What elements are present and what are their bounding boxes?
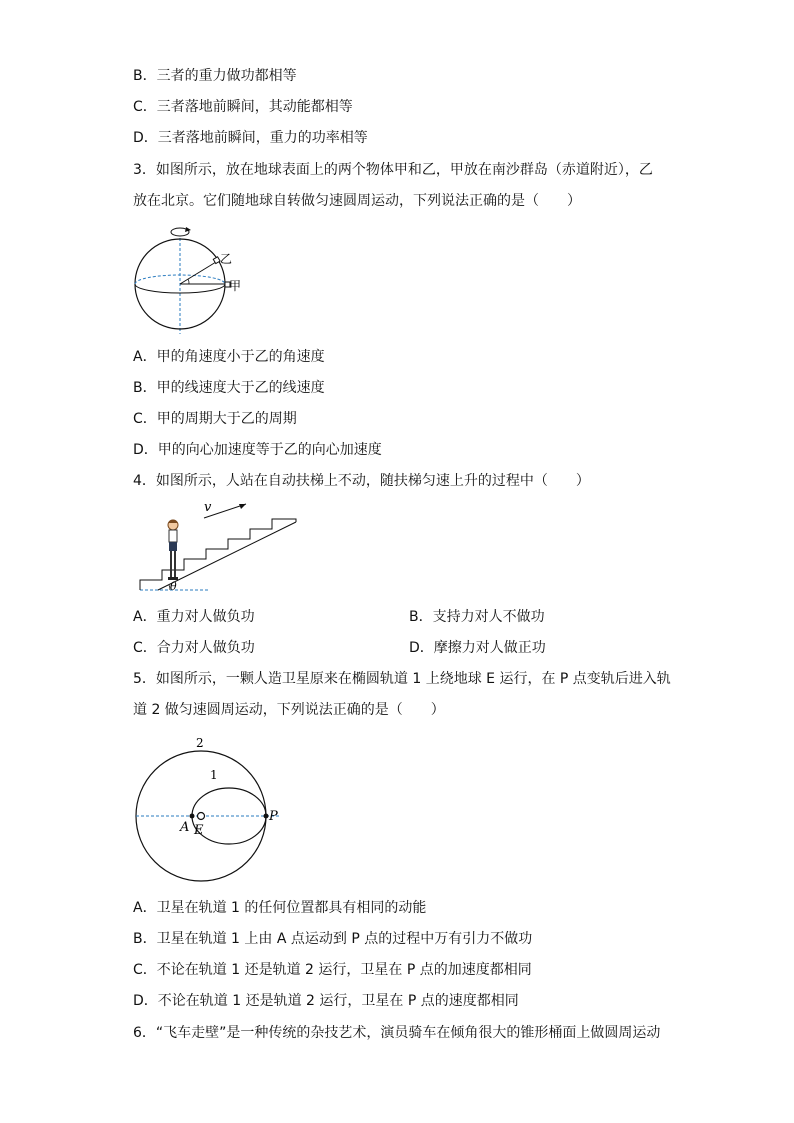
point-a	[190, 814, 195, 819]
q2-option-c: C．三者落地前瞬间，其动能都相等	[133, 99, 353, 115]
q4-option-a: A．重力对人做负功	[133, 609, 255, 625]
q3-stem-line2: 放在北京。它们随地球自转做匀速圆周运动，下列说法正确的是（ ）	[133, 193, 581, 209]
label-jia: 甲	[229, 279, 242, 293]
q5-option-c: C．不论在轨道 1 还是轨道 2 运行，卫星在 P 点的加速度都相同	[133, 962, 532, 978]
label-orbit-1: 1	[210, 768, 218, 782]
label-yi: 乙	[220, 252, 233, 266]
earth-e	[198, 813, 205, 820]
q4-option-b: B．支持力对人不做功	[409, 609, 545, 625]
label-e: E	[194, 823, 204, 838]
label-v: v	[204, 500, 212, 515]
label-p: P	[269, 809, 278, 824]
q5-orbit-figure	[128, 730, 288, 890]
q5-option-b: B．卫星在轨道 1 上由 A 点运动到 P 点的过程中万有引力不做功	[133, 931, 533, 947]
q2-option-b: B．三者的重力做功都相等	[133, 68, 297, 84]
q4-option-d: D．摩擦力对人做正功	[409, 640, 546, 656]
label-orbit-2: 2	[196, 736, 204, 750]
q3-stem-line1: 3．如图所示，放在地球表面上的两个物体甲和乙，甲放在南沙群岛（赤道附近），乙	[133, 162, 653, 178]
q3-option-b: B．甲的线速度大于乙的线速度	[133, 380, 325, 396]
q2-option-d: D．三者落地前瞬间，重力的功率相等	[133, 130, 368, 146]
q5-stem-line2: 道 2 做匀速圆周运动，下列说法正确的是（ ）	[133, 702, 445, 718]
q3-option-d: D．甲的向心加速度等于乙的向心加速度	[133, 442, 382, 458]
escalator-steps	[140, 519, 296, 590]
q3-option-a: A．甲的角速度小于乙的角速度	[133, 349, 325, 365]
q6-stem-line1: 6．“飞车走壁”是一种传统的杂技艺术，演员骑车在倾角很大的锥形桶面上做圆周运动	[133, 1025, 661, 1041]
label-a: A	[180, 820, 190, 835]
q3-earth-figure	[128, 222, 248, 334]
q5-stem-line1: 5．如图所示，一颗人造卫星原来在椭圆轨道 1 上绕地球 E 运行，在 P 点变轨后进入轨	[133, 671, 671, 687]
q4-stem: 4．如图所示，人站在自动扶梯上不动，随扶梯匀速上升的过程中（ ）	[133, 473, 590, 489]
q3-option-c: C．甲的周期大于乙的周期	[133, 411, 297, 427]
point-p	[264, 814, 269, 819]
person-icon	[168, 520, 178, 581]
q5-option-a: A．卫星在轨道 1 的任何位置都具有相同的动能	[133, 900, 427, 916]
label-theta: θ	[170, 580, 177, 593]
q4-escalator-figure	[138, 498, 303, 593]
q4-option-c: C．合力对人做负功	[133, 640, 255, 656]
q5-option-d: D．不论在轨道 1 还是轨道 2 运行，卫星在 P 点的速度都相同	[133, 993, 519, 1009]
